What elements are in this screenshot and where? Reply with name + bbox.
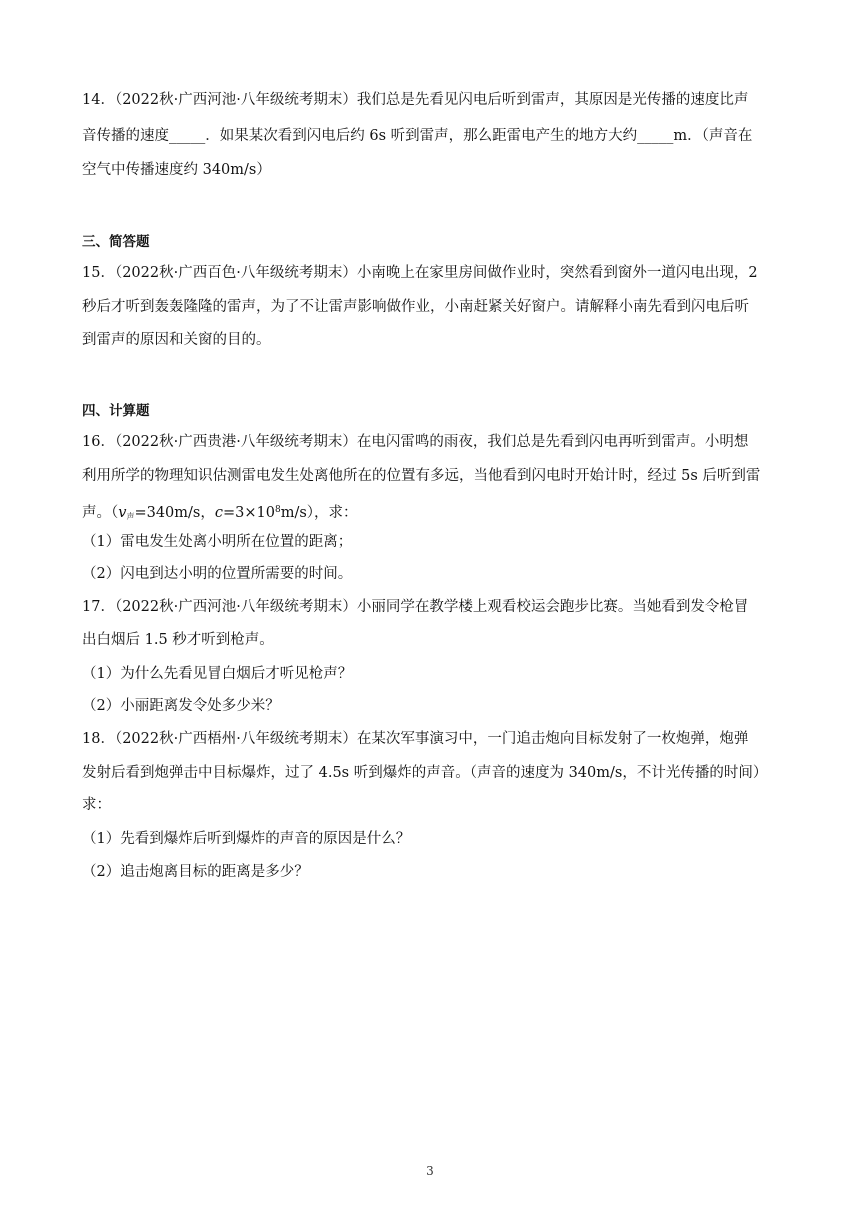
q14-line-1: 14．（2022秋·广西河池·八年级统考期末）我们总是先看见闪电后听到雷声，其原因是光传播的速度比声 (82, 92, 749, 108)
q18-subquestion-1: （1）先看到爆炸后听到爆炸的声音的原因是什么？ (82, 831, 411, 847)
q17-line-2: 出白烟后 1.5 秒才听到枪声。 (82, 632, 274, 648)
q16-line-1: 16．（2022秋·广西贵港·八年级统考期末）在电闪雷鸣的雨夜，我们总是先看到闪电再听到雷声。小明想 (82, 434, 749, 450)
q18-subquestion-2: （2）追击炮离目标的距离是多少？ (82, 864, 309, 880)
light-speed-symbol: c (214, 505, 223, 521)
q18-line-3: 求： (82, 797, 111, 813)
q16-subquestion-2: （2）闪电到达小明的位置所需要的时间。 (82, 566, 353, 582)
sound-speed-value: =340m/s， (134, 505, 215, 521)
q14-line-3: 空气中传播速度约 340m/s） (82, 162, 271, 178)
q15-line-3: 到雷声的原因和关窗的目的。 (82, 332, 271, 348)
q17-line-1: 17．（2022秋·广西河池·八年级统考期末）小丽同学在教学楼上观看校运会跑步比赛。当她看到发令枪冒 (82, 599, 749, 615)
q16-line-3-prefix: 声。（ (82, 505, 119, 521)
q16-subquestion-1: （1）雷电发生处离小明所在位置的距离； (82, 534, 353, 550)
section-heading-calculation: 四、计算题 (82, 403, 150, 419)
q15-line-2: 秒后才听到轰轰隆隆的雷声，为了不让雷声影响做作业，小南赶紧关好窗户。请解释小南先看到闪电后听 (82, 299, 749, 315)
page-number: 3 (426, 1164, 434, 1178)
light-speed-exponent: 8 (274, 505, 281, 515)
q17-subquestion-2: （2）小丽距离发令处多少米？ (82, 698, 280, 714)
q15-line-1: 15．（2022秋·广西百色·八年级统考期末）小南晚上在家里房间做作业时，突然看到窗外一道闪电出现，2 (82, 265, 758, 281)
q14-line-2: 音传播的速度_____．如果某次看到闪电后约 6s 听到雷声，那么距雷电产生的地方大约_____m．（声音在 (82, 128, 753, 144)
q16-line-3-suffix: m/s），求： (280, 505, 358, 521)
q16-line-2: 利用所学的物理知识估测雷电发生处离他所在的位置有多远，当他看到闪电时开始计时，经过 5s 后听到雷 (82, 468, 761, 484)
q18-line-2: 发射后看到炮弹击中目标爆炸，过了 4.5s 听到爆炸的声音。（声音的速度为 340m/s，不计光传播的时间） (82, 765, 768, 781)
velocity-symbol: v (118, 505, 127, 521)
q18-line-1: 18．（2022秋·广西梧州·八年级统考期末）在某次军事演习中，一门追击炮向目标发射了一枚炮弹，炮弹 (82, 731, 749, 747)
section-heading-short-answer: 三、简答题 (82, 234, 150, 250)
velocity-subscript: 声 (126, 512, 135, 521)
q17-subquestion-1: （1）为什么先看见冒白烟后才听见枪声？ (82, 666, 353, 682)
q16-line-3 (82, 500, 782, 527)
light-speed-base: =3×10 (222, 505, 275, 521)
